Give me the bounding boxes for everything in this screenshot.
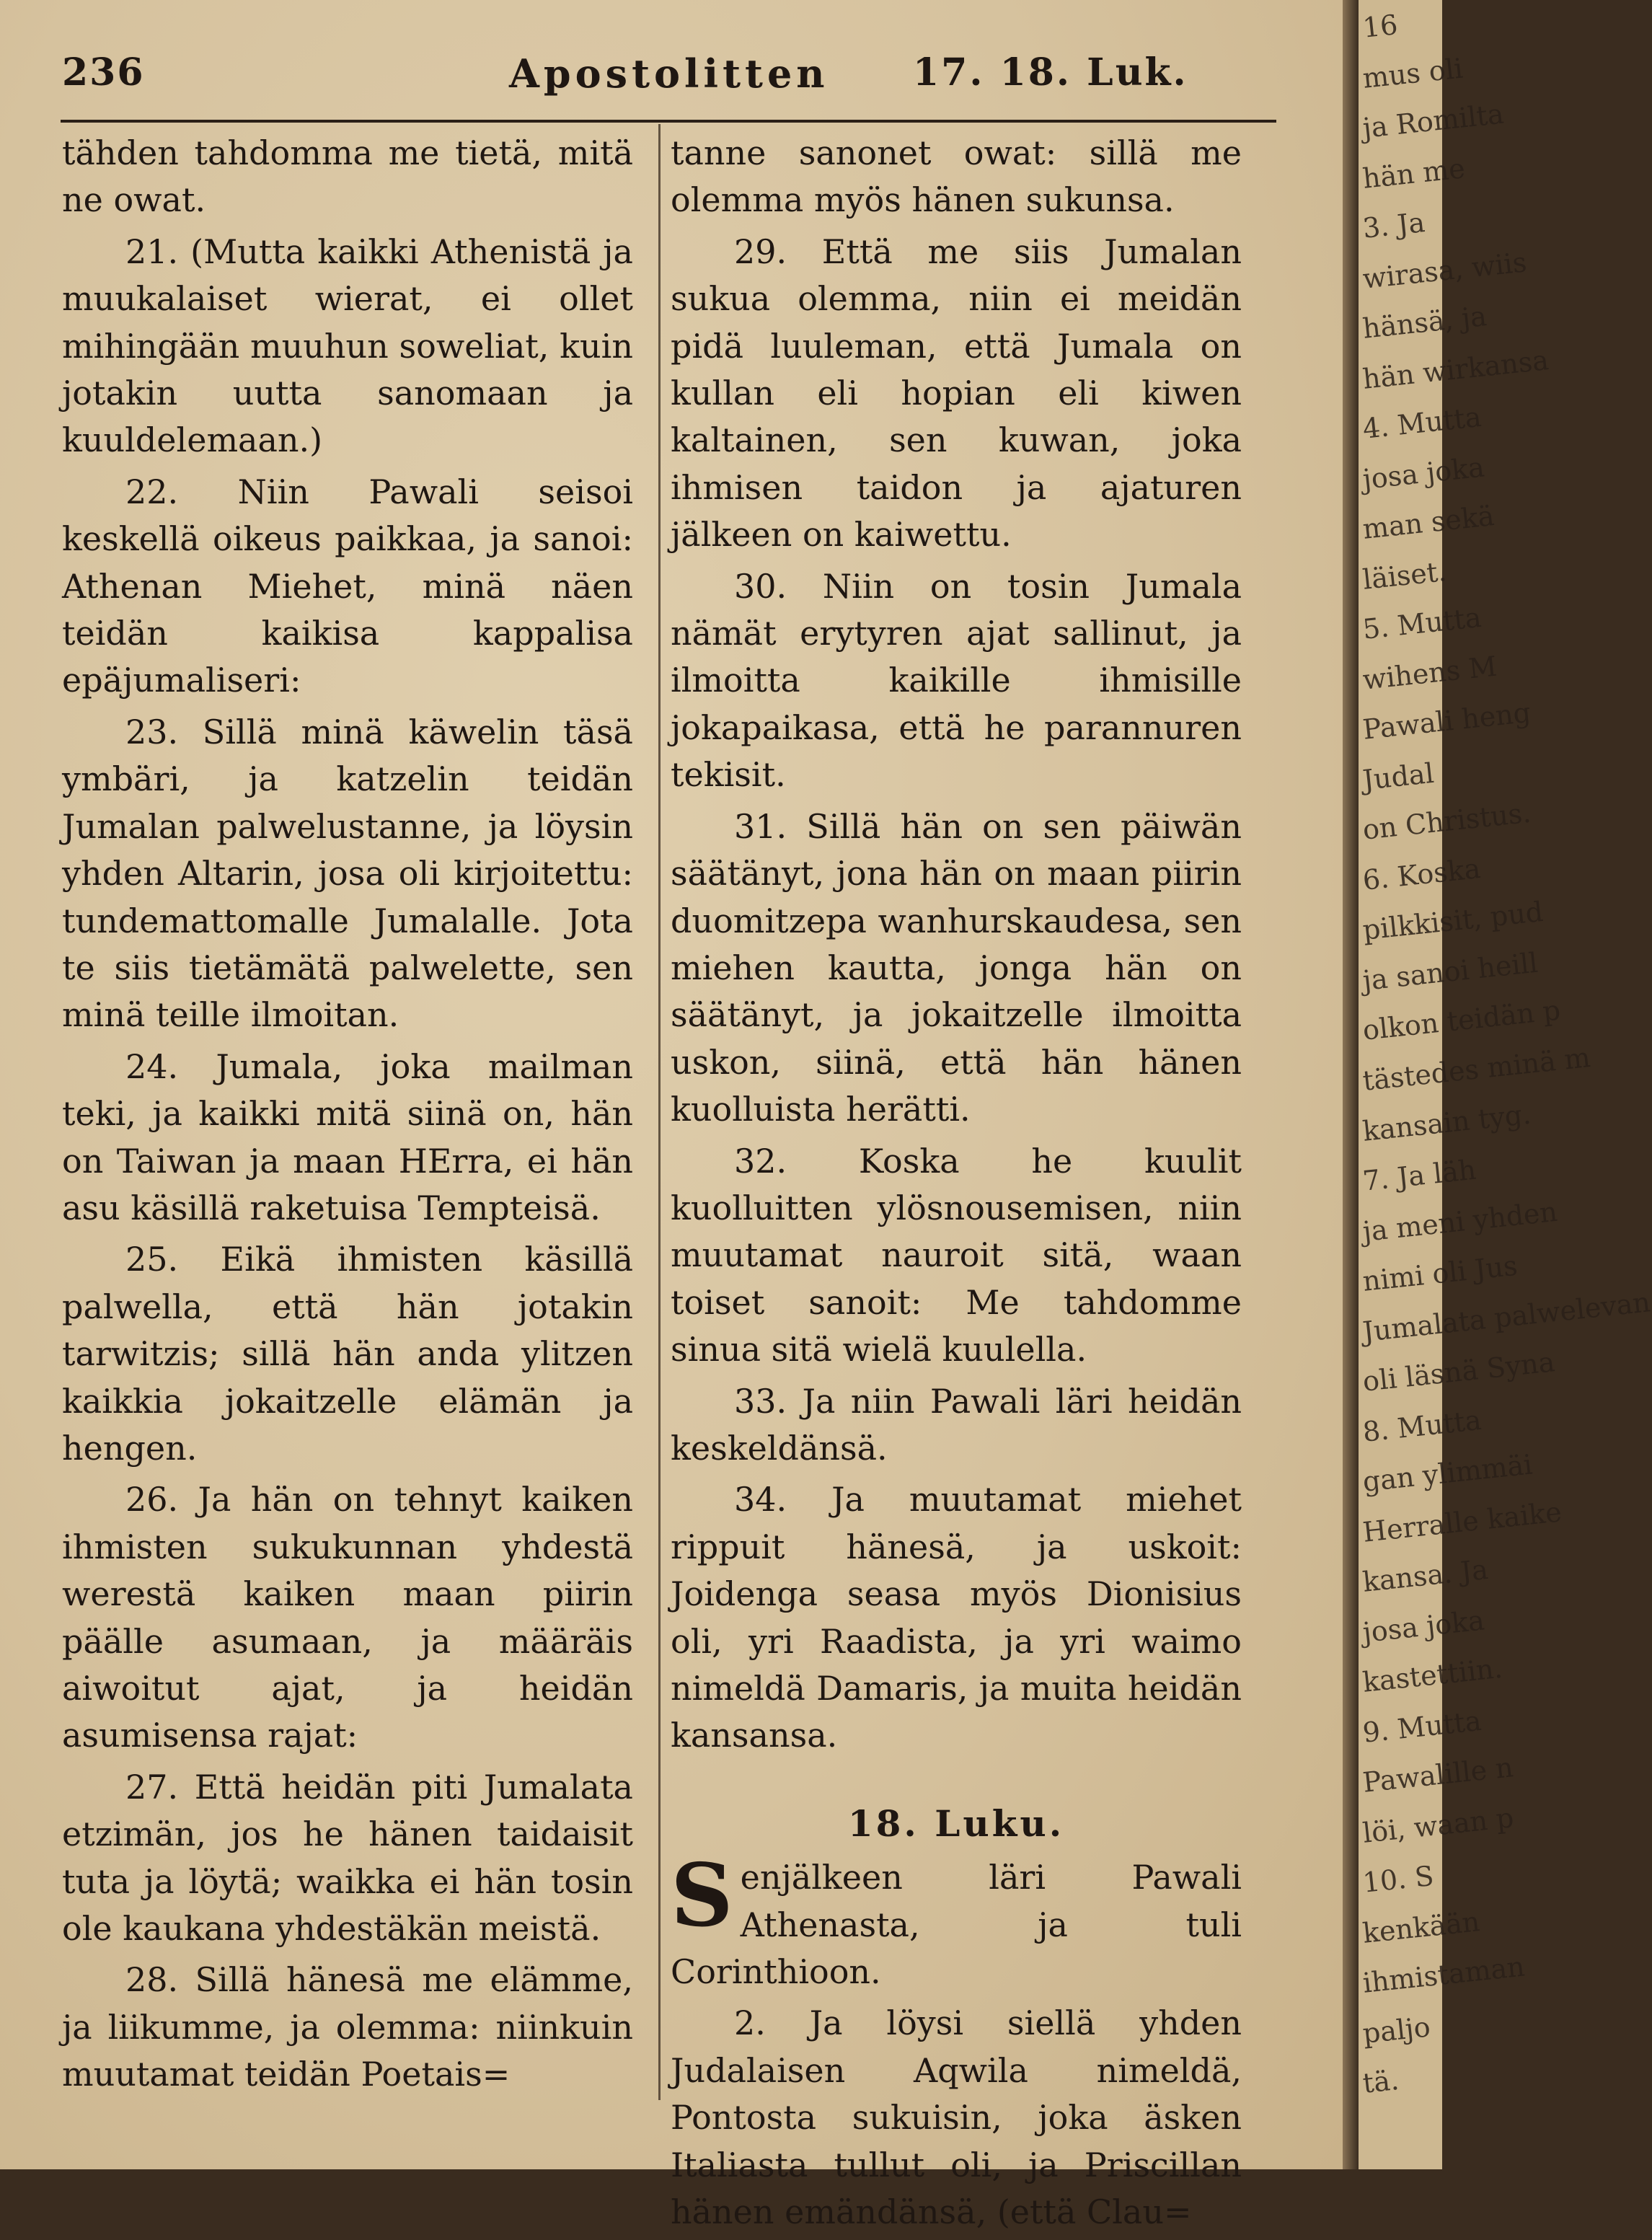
verse-paragraph: 34. Ja muutamat miehet rippuit hänesä, ja uskoit: Joidenga seasa myös Dionisius oli, yri Raadista, ja yri waimo nimeldä Damaris, ja muita heidän kansansa. [671,1480,1242,1755]
adjacent-page-fragment: mus oli [1361,52,1465,94]
verse-paragraph: 25. Eikä ihmisten käsillä palwella, että hän jotakin tarwitzis; sillä hän anda ylitzen kaikkia jokaitzelle elämän ja hengen. [62,1240,633,1468]
verse-paragraph: 26. Ja hän on tehnyt kaiken ihmisten sukukunnan yhdestä werestä kaiken maan piirin päälle asumaan, ja määräis aiwoitut ajat, ja heidän asumisensa rajat: [62,1480,633,1755]
adjacent-page-fragment: tä. [1361,2064,1401,2100]
adjacent-page-fragment: 4. Mutta [1361,401,1483,446]
adjacent-page-fragment: oli läsnä Syna [1361,1346,1557,1398]
verse-paragraph: tanne sanonet owat: sillä me olemma myös hänen sukunsa. [671,133,1242,220]
adjacent-page-edge [1359,0,1652,2169]
adjacent-page-fragment: Pawalille n [1361,1751,1515,1799]
adjacent-page-fragment: josa joka [1361,1604,1486,1649]
verse-paragraph: 30. Niin on tosin Jumala nämät erytyren ajat sallinut, ja ilmoitta kaikille ihmisille jokapaikasa, että he parannuren tekisit. [671,566,1242,795]
adjacent-page-fragment: ja Romilta [1361,97,1506,144]
adjacent-page-fragment: josa joka [1361,451,1486,495]
adjacent-page-fragment: man sekä [1361,500,1496,546]
chapter-indicator: 17. 18. Luk. [913,50,1188,94]
left-column [62,130,633,2103]
chapter-opening-paragraph: Senjälkeen läri Pawali Athenasta, ja tuli Corinthioon. [671,1845,1242,1992]
right-column [671,130,1242,2240]
adjacent-page-fragment: wihens M [1361,650,1498,696]
verse-paragraph: 27. Että heidän piti Jumalata etzimän, jos he hänen taidaisit tuta ja löytä; waikka ei hän tosin ole kaukana yhdestäkän meistä. [62,1767,633,1949]
running-title: Apostolitten [509,50,829,97]
adjacent-page-fragment: 10. S [1361,1860,1436,1900]
adjacent-page-fragment: 5. Mutta [1361,601,1483,646]
adjacent-page-fragment: kenkään [1361,1905,1482,1949]
adjacent-page-fragment: nimi oli Jus [1361,1249,1519,1297]
verse-paragraph: 24. Jumala, joka mailman teki, ja kaikki mitä siinä on, hän on Taiwan ja maan HErra, ei hän asu käsillä raketuisa Tempteisä. [62,1046,633,1227]
verse-paragraph: 23. Sillä minä käwelin täsä ymbäri, ja katzelin teidän Jumalan palwelustanne, ja löysin yhden Altarin, josa oli kirjoitettu: tundemattomalle Jumalalle. Jota te siis tietämätä palwelette, sen minä teille ilmoitan. [62,712,633,1035]
book-gutter [1343,0,1359,2169]
chapter-heading: 18. Luku. [847,1802,1065,1845]
verse-paragraph: 32. Koska he kuulit kuolluitten ylösnousemisen, niin muutamat nauroit sitä, waan toiset sanoit: Me tahdomme sinua sitä wielä kuulella. [671,1141,1242,1370]
verse-paragraph: tähden tahdomma me tietä, mitä ne owat. [62,133,633,220]
header-rule [61,120,1276,123]
adjacent-page-fragment: on Christus. [1361,797,1533,847]
adjacent-page-fragment: 3. Ja [1361,206,1427,244]
adjacent-page-fragment: olkon teidän p [1361,994,1563,1047]
running-header [62,50,1281,101]
adjacent-page-fragment: 7. Ja läh [1361,1153,1478,1197]
verse-paragraph: 28. Sillä hänesä me elämme, ja liikumme, ja olemma: niinkuin muutamat teidän Poetais= [62,1960,633,2094]
verse-paragraph: 22. Niin Pawali seisoi keskellä oikeus paikkaa, ja sanoi: Athenan Miehet, minä näen teidän kaikisa kappalisa epäjumaliseri: [62,472,633,700]
adjacent-page-fragment: hän me [1361,151,1467,195]
adjacent-page-fragment: ja sanoi heill [1361,946,1540,997]
verse-paragraph: 29. Että me siis Jumalan sukua olemma, niin ei meidän pidä luuleman, että Jumala on kullan eli hopian eli kiwen kaltainen, sen kuwan, joka ihmisen taidon ja ajaturen jälkeen on kaiwettu. [671,232,1242,555]
adjacent-page-fragment: Judal [1361,757,1436,796]
column-divider [658,124,661,2100]
adjacent-page-fragment: 8. Mutta [1361,1403,1483,1448]
adjacent-page-fragment: ja meni yhden [1361,1195,1559,1248]
adjacent-page-fragment: pilkkisit, pud [1361,896,1545,947]
adjacent-page-fragment: Pawali heng [1361,697,1532,746]
adjacent-page-fragment: 9. Mutta [1361,1704,1483,1749]
verse-paragraph: 31. Sillä hän on sen päiwän säätänyt, jona hän on maan piirin duomitzepa wanhurskaudesa, sen miehen kautta, jonga hän on säätänyt, ja jokaitzelle ilmoitta uskon, siinä, että hän hänen kuolluista herätti. [671,806,1242,1129]
adjacent-page-fragment: läiset. [1361,555,1448,596]
adjacent-page-fragment: gan ylimmäi [1361,1448,1534,1499]
adjacent-page-fragment: kastettiin. [1361,1652,1504,1699]
adjacent-page-fragment: kansa. Ja [1361,1553,1490,1599]
adjacent-page-fragment: tästedes minä m [1361,1041,1592,1097]
verse-paragraph: 21. (Mutta kaikki Athenistä ja muukalaiset wierat, ei ollet mihingään muuhun soweliat, kuin jotakin uutta sanomaan ja kuuldelemaan.) [62,232,633,460]
adjacent-page-fragment: 16 [1361,9,1400,44]
adjacent-page-fragment: paljo [1361,2011,1432,2050]
adjacent-page-fragment: Jumalata palwelevan [1361,1285,1652,1348]
adjacent-page-fragment: ihmistaman [1361,1950,1527,2000]
verse-paragraph: 33. Ja niin Pawali läri heidän keskeldänsä. [671,1381,1242,1468]
adjacent-page-fragment: löi, waan p [1361,1802,1516,1849]
adjacent-page-fragment: 6. Koska [1361,852,1483,896]
adjacent-page-fragment: kansain tyg. [1361,1098,1533,1147]
adjacent-page-fragment: Herralle kaike [1361,1495,1563,1548]
verse-paragraph: 2. Ja löysi siellä yhden Judalaisen Aqwila nimeldä, Pontosta sukuisin, joka äsken Italiasta tullut oli, ja Priscillan hänen emändänsä, (että Clau= [671,2003,1242,2232]
adjacent-page-fragment: hänsä, ja [1361,300,1488,345]
adjacent-page-fragment: wirasa, wiis [1361,245,1529,295]
adjacent-page-fragment: hän wirkansa [1361,343,1550,395]
page-number: 236 [62,50,145,94]
